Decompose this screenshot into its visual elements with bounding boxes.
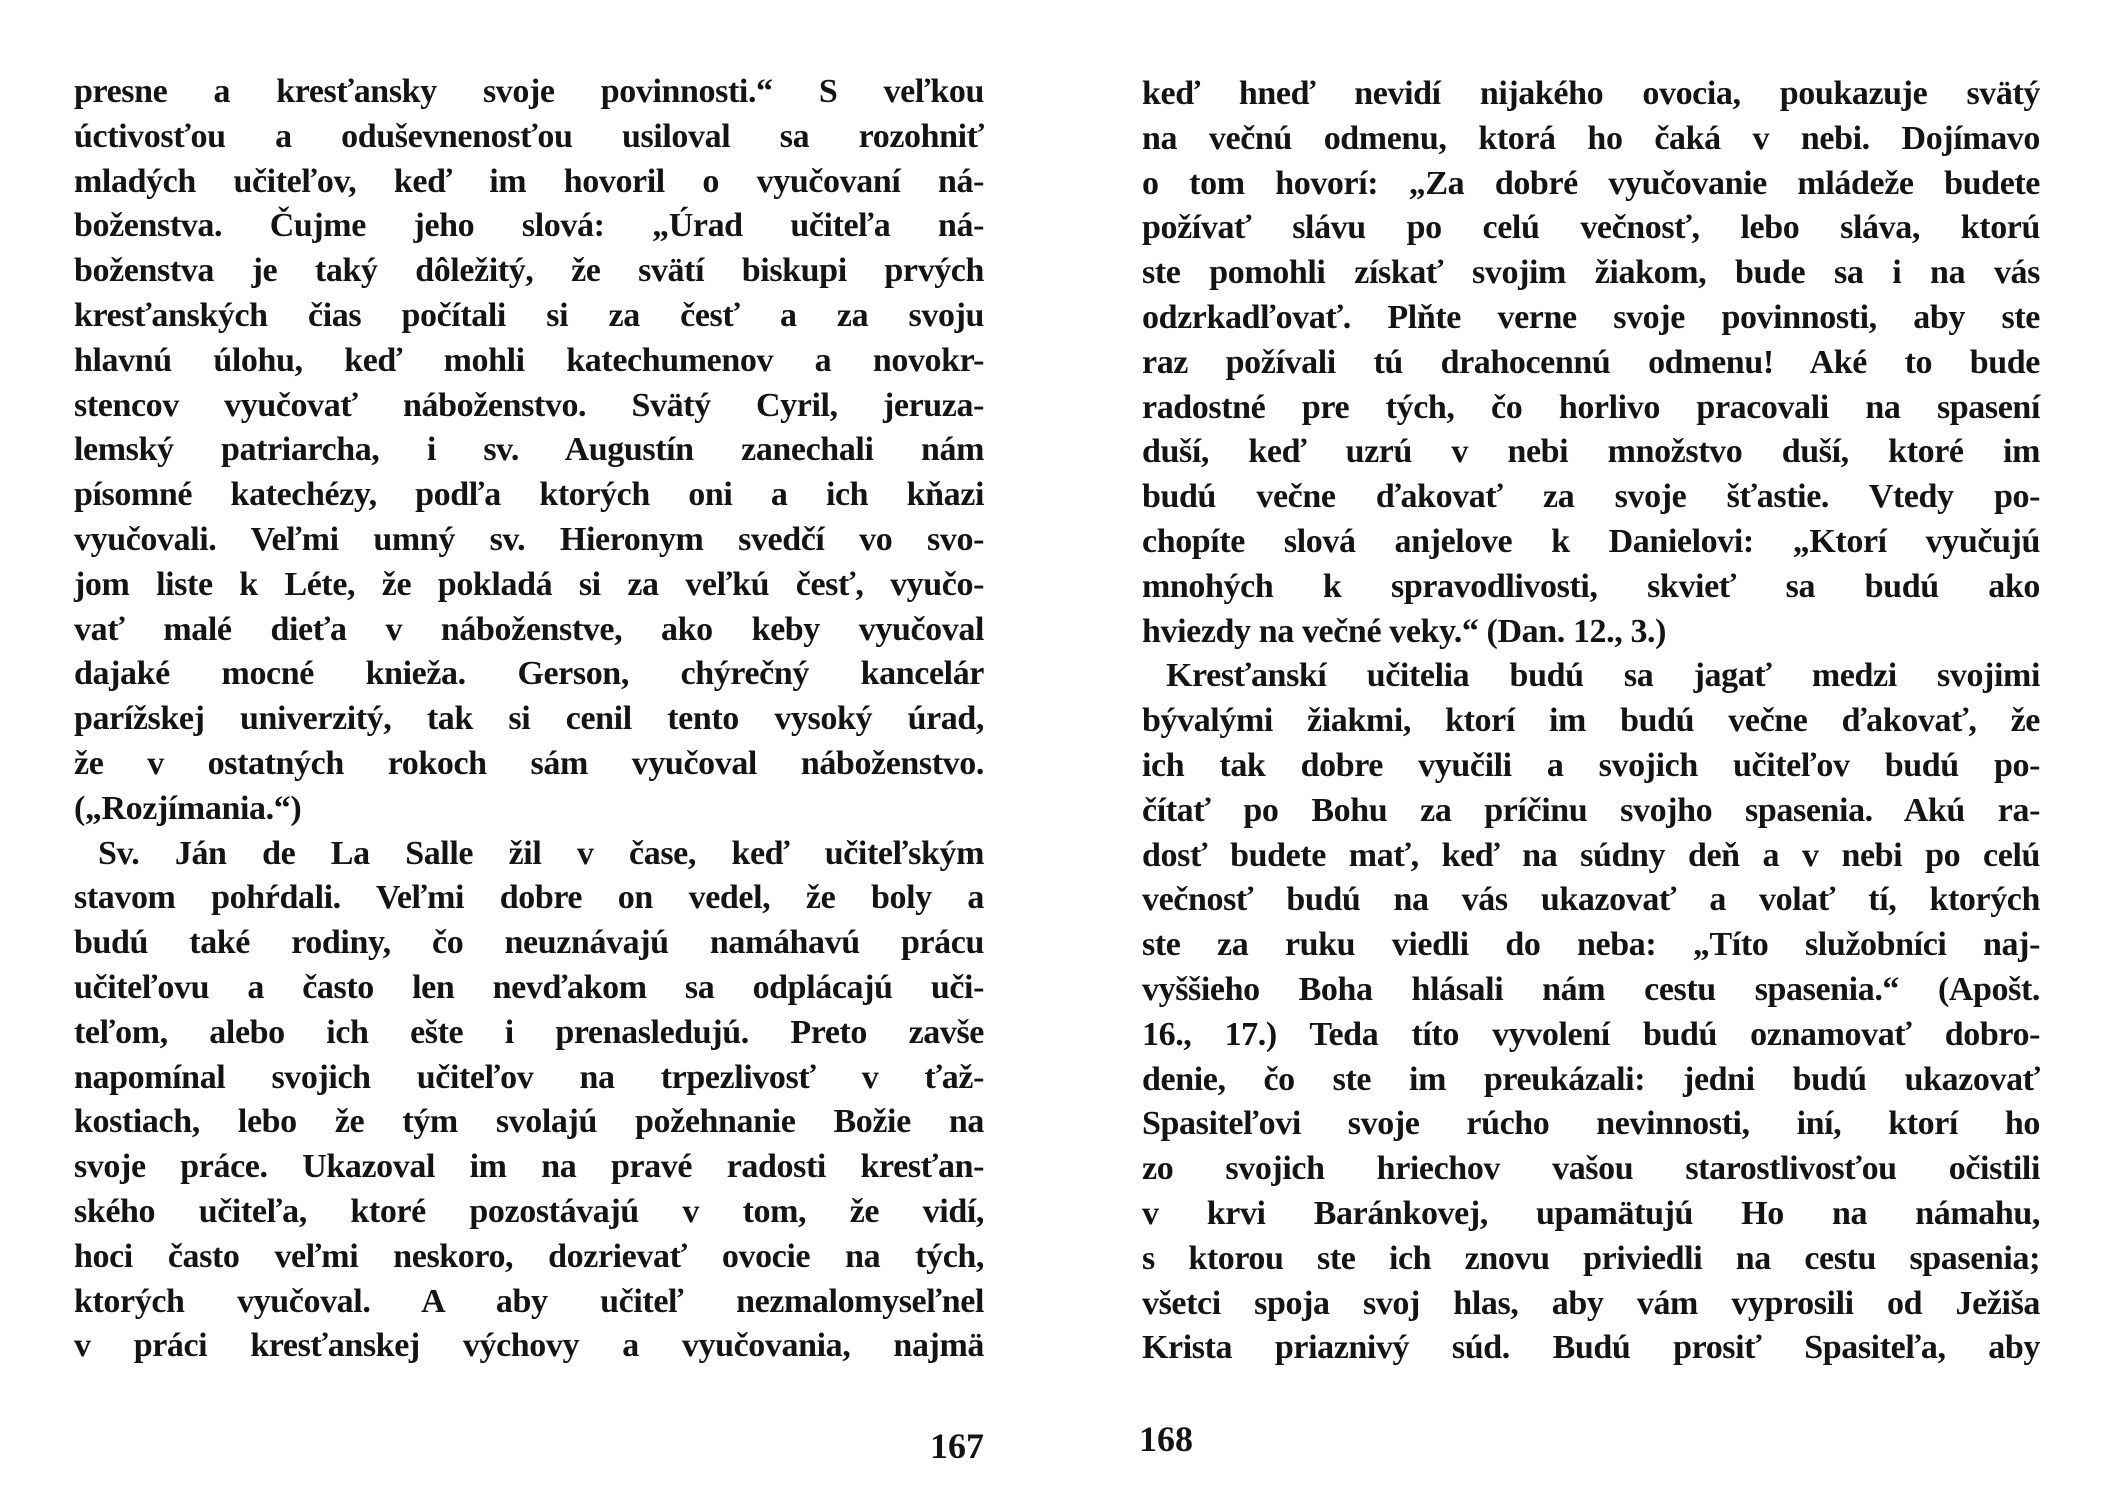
text-line: Kresťanskí učitelia budú sa jagať medzi svojimi: [1166, 657, 2040, 695]
text-line: boženstva je taký dôležitý, že svätí biskupi prvých: [74, 252, 984, 290]
text-line: chopíte slová anjelove k Danielovi: „Ktorí vyučujú: [1142, 522, 2040, 560]
text-line: ich tak dobre vyučili a svojich učiteľov budú po-: [1142, 746, 2040, 784]
text-line: kostiach, lebo že tým svolajú požehnanie Božie na: [74, 1103, 984, 1141]
text-line: bývalými žiakmi, ktorí im budú večne ďakovať, že: [1142, 702, 2040, 740]
text-line: lemský patriarcha, i sv. Augustín zanechali nám: [74, 431, 984, 469]
text-line: písomné katechézy, podľa ktorých oni a ich kňazi: [74, 476, 984, 514]
text-line: hviezdy na večné veky.“ (Dan. 12., 3.): [1142, 612, 1667, 650]
text-line: denie, čo ste im preukázali: jedni budú ukazovať: [1142, 1060, 2040, 1098]
text-line: dajaké mocné knieža. Gerson, chýrečný kancelár: [74, 655, 984, 693]
text-line: že v ostatných rokoch sám vyučoval náboženstvo.: [74, 744, 984, 782]
text-line: Krista priaznivý súd. Budú prosiť Spasiteľa, aby: [1142, 1329, 2040, 1367]
text-line: vyššieho Boha hlásali nám cestu spasenia.“ (Apošt.: [1142, 970, 2040, 1008]
text-line: svoje práce. Ukazoval im na pravé radosti kresťan-: [74, 1148, 984, 1186]
text-line: napomínal svojich učiteľov na trpezlivosť v ťaž-: [74, 1058, 984, 1096]
text-line: s ktorou ste ich znovu priviedli na cestu spasenia;: [1142, 1239, 2040, 1277]
text-line: stencov vyučovať náboženstvo. Svätý Cyril, jeruza-: [74, 386, 984, 424]
text-line: ktorých vyučoval. A aby učiteľ nezmalomyseľnel: [74, 1282, 984, 1320]
left-page-text: [74, 70, 984, 1369]
page-number-right: 168: [1139, 1419, 1193, 1459]
text-line: hlavnú úlohu, keď mohli katechumenov a novokr-: [74, 341, 984, 379]
text-line: vyučovali. Veľmi umný sv. Hieronym svedčí vo svo-: [74, 520, 984, 558]
text-line: presne a kresťansky svoje povinnosti.“ S veľkou: [74, 73, 984, 110]
text-line: ste za ruku viedli do neba: „Títo služobníci naj-: [1142, 926, 2040, 964]
text-line: v krvi Baránkovej, upamätujú Ho na námahu,: [1142, 1194, 2040, 1232]
text-line: 16., 17.) Teda títo vyvolení budú oznamovať dobro-: [1142, 1015, 2040, 1053]
text-line: čítať po Bohu za príčinu svojho spasenia. Akú ra-: [1142, 791, 2040, 829]
text-line: dosť budete mať, keď na súdny deň a v nebi po celú: [1142, 836, 2040, 874]
text-line: odzrkadľovať. Plňte verne svoje povinnosti, aby ste: [1142, 298, 2040, 336]
text-line: požívať slávu po celú večnosť, lebo sláva, ktorú: [1142, 209, 2040, 247]
text-line: budú večne ďakovať za svoje šťastie. Vtedy po-: [1142, 478, 2040, 516]
text-line: jom liste k Léte, že pokladá si za veľkú česť, vyučo-: [74, 565, 984, 603]
text-line: raz požívali tú drahocennú odmenu! Aké to bude: [1142, 343, 2040, 381]
text-line: kresťanských čias počítali si za česť a za svoju: [74, 296, 984, 334]
text-line: o tom hovorí: „Za dobré vyučovanie mládeže budete: [1142, 164, 2040, 202]
text-line: zo svojich hriechov vašou starostlivosťou očistili: [1142, 1150, 2040, 1188]
text-line: večnosť budú na vás ukazovať a volať tí, ktorých: [1142, 881, 2040, 919]
text-line: boženstva. Čujme jeho slová: „Úrad učiteľa ná-: [74, 207, 984, 245]
text-line: úctivosťou a oduševnenosťou usiloval sa rozohniť: [74, 117, 984, 155]
text-line: mnohých k spravodlivosti, skvieť sa budú ako: [1142, 567, 2040, 605]
text-line: mladých učiteľov, keď im hovoril o vyučovaní ná-: [74, 162, 984, 200]
text-line: („Rozjímania.“): [74, 789, 302, 827]
text-line: učiteľovu a často len nevďakom sa odplácajú uči-: [74, 968, 984, 1006]
text-line: vať malé dieťa v náboženstve, ako keby vyučoval: [74, 610, 984, 648]
text-line: ského učiteľa, ktoré pozostávajú v tom, že vidí,: [74, 1192, 984, 1230]
text-line: parížskej univerzitý, tak si cenil tento vysoký úrad,: [74, 700, 984, 738]
text-line: budú také rodiny, čo neuznávajú namáhavú prácu: [74, 924, 984, 962]
text-line: duší, keď uzrú v nebi množstvo duší, ktoré im: [1142, 433, 2040, 471]
text-line: všetci spoja svoj hlas, aby vám vyprosili od Ježiša: [1142, 1284, 2040, 1322]
text-line: na večnú odmenu, ktorá ho čaká v nebi. Dojímavo: [1142, 119, 2040, 157]
text-line: radostné pre tých, čo horlivo pracovali na spasení: [1142, 388, 2040, 426]
text-line: Spasiteľovi svoje rúcho nevinnosti, iní, ktorí ho: [1142, 1105, 2040, 1143]
page-number-left: 167: [930, 1426, 984, 1466]
text-line: Sv. Ján de La Salle žil v čase, keď učiteľským: [98, 834, 984, 872]
text-line: v práci kresťanskej výchovy a vyučovania, najmä: [74, 1327, 984, 1365]
text-line: hoci často veľmi neskoro, dozrievať ovocie na tých,: [74, 1237, 984, 1275]
text-line: keď hneď nevidí nijakého ovocia, poukazuje svätý: [1142, 75, 2040, 112]
text-line: teľom, alebo ich ešte i prenasledujú. Preto zavše: [74, 1013, 984, 1051]
text-line: stavom pohŕdali. Veľmi dobre on vedel, že boly a: [74, 879, 984, 917]
right-page-text: [1142, 72, 2040, 1371]
text-line: ste pomohli získať svojim žiakom, bude sa i na vás: [1142, 254, 2040, 292]
